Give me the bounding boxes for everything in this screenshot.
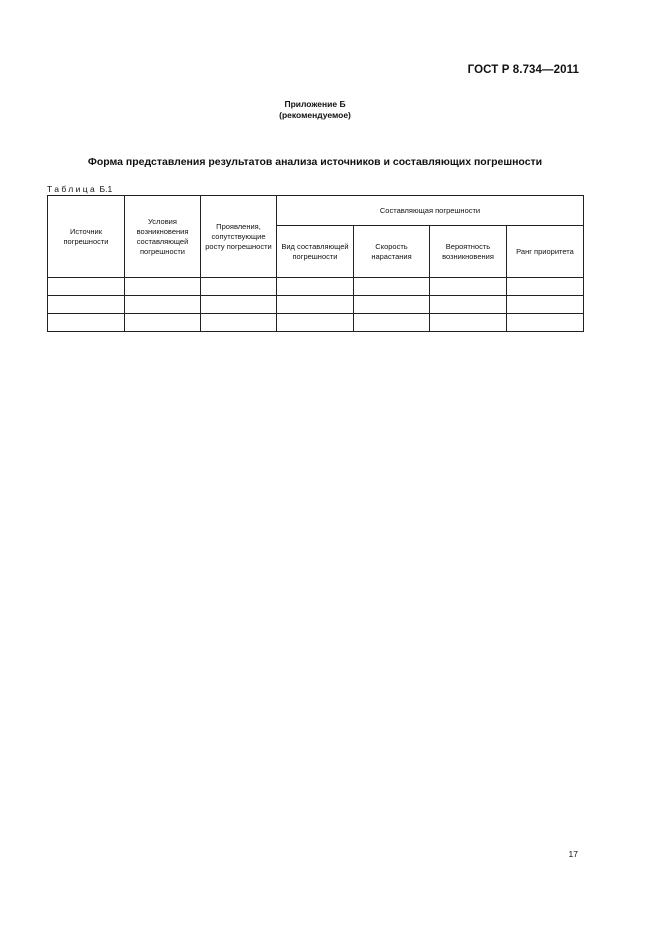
table-row: [48, 278, 584, 296]
table-cell: [125, 278, 201, 296]
table-cell: [430, 314, 507, 332]
table-cell: [125, 314, 201, 332]
header-conditions: Условия возникновения составляющей погрешности: [125, 196, 201, 278]
table-cell: [48, 278, 125, 296]
table-cell: [48, 296, 125, 314]
table-cell: [201, 314, 277, 332]
header-probability: Вероятность возникновения: [430, 226, 507, 278]
table-cell: [125, 296, 201, 314]
appendix-title: Приложение Б: [284, 99, 346, 109]
table-row: [48, 296, 584, 314]
table-cell: [354, 278, 430, 296]
table-caption: [47, 184, 112, 194]
table-caption-word: Таблица: [47, 184, 98, 194]
appendix-subtitle: (рекомендуемое): [279, 110, 351, 120]
table-cell: [277, 314, 354, 332]
table-cell: [430, 296, 507, 314]
table-cell: [354, 296, 430, 314]
table-cell: [277, 296, 354, 314]
header-rate: Скорость нарастания: [354, 226, 430, 278]
header-rank: Ранг приоритета: [507, 226, 584, 278]
page-number: 17: [568, 849, 578, 859]
header-source: Источник погрешности: [48, 196, 125, 278]
table-cell: [507, 314, 584, 332]
table-cell: [277, 278, 354, 296]
table-cell: [430, 278, 507, 296]
header-manifestations: Проявления, сопутствующие росту погрешности: [201, 196, 277, 278]
table-cell: [354, 314, 430, 332]
standard-code: ГОСТ Р 8.734—2011: [467, 64, 579, 76]
appendix-heading: [0, 99, 630, 121]
error-analysis-table: [47, 195, 584, 332]
table-caption-number: Б.1: [99, 184, 113, 194]
table-cell: [507, 296, 584, 314]
header-component-group: Составляющая погрешности: [277, 196, 584, 226]
table-cell: [201, 296, 277, 314]
table-row: [48, 314, 584, 332]
header-type: Вид составляющей погрешности: [277, 226, 354, 278]
table-cell: [48, 314, 125, 332]
table-cell: [201, 278, 277, 296]
form-title: Форма представления результатов анализа источников и составляющих погрешности: [87, 156, 543, 168]
table-cell: [507, 278, 584, 296]
